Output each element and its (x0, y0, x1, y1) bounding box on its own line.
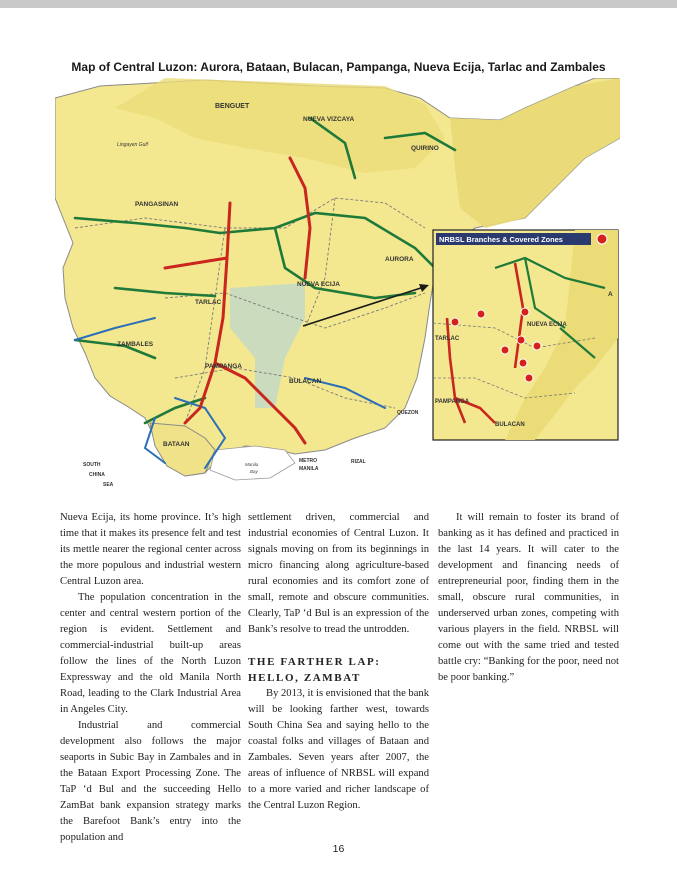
paragraph: It will remain to foster its brand of banking as it has defined and practiced in the last 14 years. It will cater to the development and financing needs of entrepreneurial poor, finding them in the small, obscure rural communities, in underserved urban zones, competing with various players in the field. NRBSL will come out with the same tried and tested battle cry: “Banking for the poor, need not be poor banking.” (438, 512, 619, 683)
paragraph: Industrial and commercial development also follows the major seaports in Subic Bay in Zambales and in the Bataan Export Processing Zone. The TaP ‘d Bul and the succeeding Hello ZamBat bank expansion strategy marks the Barefoot Bank’s entry into the population and (60, 720, 241, 843)
branch-marker (521, 308, 529, 316)
branch-marker (517, 336, 525, 344)
inset-label-tarlac: TARLAC (435, 336, 460, 342)
paragraph: The population concentration in the center and central western portion of the region is evident. Settlement and commercial-industrial built-up areas follow the lines of the North Luzon Expressway and the old Manila North Road, leading to the Clark Industrial Area in Angeles City. (60, 592, 241, 715)
label-zambales: ZAMBALES (117, 341, 154, 348)
label-metro-manila: MANILA (299, 466, 319, 472)
page-number: 16 (332, 843, 345, 855)
label-pangasinan: PANGASINAN (135, 201, 179, 208)
inset-label-bulacan: BULACAN (495, 422, 525, 428)
inset-label-nueva-ecija: NUEVA ECIJA (527, 322, 567, 328)
branch-marker (501, 346, 509, 354)
label-manila: Manila (245, 462, 259, 467)
label-bataan: BATAAN (163, 441, 190, 448)
branch-marker (533, 342, 541, 350)
central-luzon-map (55, 78, 620, 496)
branch-marker (519, 359, 527, 367)
branch-marker (477, 310, 485, 318)
text-column-2 (248, 510, 429, 814)
inset-label-aurora: A (608, 291, 613, 298)
paragraph: By 2013, it is envisioned that the bank will be looking farther west, towards South China Sea and saying hello to the coastal folks and villages of Bataan and Zambales. Seven years after 2007, the areas of influence of NRBSL will expand to a more varied and richer landscape of the Central Luzon Region. (248, 688, 430, 811)
label-lingayen-gulf: Lingayen Gulf (117, 142, 148, 148)
branch-marker (525, 374, 533, 382)
label-nueva-vizcaya: NUEVA VIZCAYA (303, 116, 355, 123)
inset-panel (433, 230, 618, 440)
text-column-3 (438, 510, 619, 686)
label-south: SOUTH (83, 462, 101, 468)
label-tarlac: TARLAC (195, 299, 222, 306)
inset-title: NRBSL Branches & Covered Zones (439, 235, 563, 244)
branch-marker (451, 318, 459, 326)
label-pampanga: PAMPANGA (205, 363, 242, 370)
label-nueva-ecija: NUEVA ECIJA (297, 281, 340, 288)
map-graphic (55, 78, 620, 496)
map-title: Map of Central Luzon: Aurora, Bataan, Bulacan, Pampanga, Nueva Ecija, Tarlac and Zambales (71, 60, 606, 74)
label-metro: METRO (299, 458, 318, 464)
label-quezon: QUEZON (397, 410, 419, 416)
inset-label-pampanga: PAMPANGA (435, 399, 470, 405)
text-column-1 (60, 510, 241, 846)
label-china: CHINA (89, 472, 105, 478)
label-bay: Bay (250, 469, 258, 474)
page-top-bar (0, 0, 677, 8)
section-heading: THE FARTHER LAP: HELLO, ZAMBAT (248, 656, 381, 684)
label-sea: SEA (103, 482, 114, 488)
paragraph: Nueva Ecija, its home province. It’s high time that it makes its presence felt and test its mettle nearer the regional center across the more populous and industrial western Central Luzon area. (60, 512, 241, 587)
inset-legend-marker (597, 234, 607, 244)
paragraph: settlement driven, commercial and industrial economies of Central Luzon. It signals moving on from its beginnings in micro financing along agriculture-based rural economies and its comfort zone of small, remote and obscure communities. Clearly, TaP ‘d Bul is an expression of the Bank’s resolve to tread the untrodden. (248, 512, 429, 635)
label-benguet: BENGUET (215, 103, 250, 110)
label-aurora: AURORA (385, 256, 414, 263)
label-rizal: RIZAL (351, 459, 366, 465)
label-quirino: QUIRINO (411, 145, 439, 152)
label-bulacan: BULACAN (289, 378, 322, 385)
